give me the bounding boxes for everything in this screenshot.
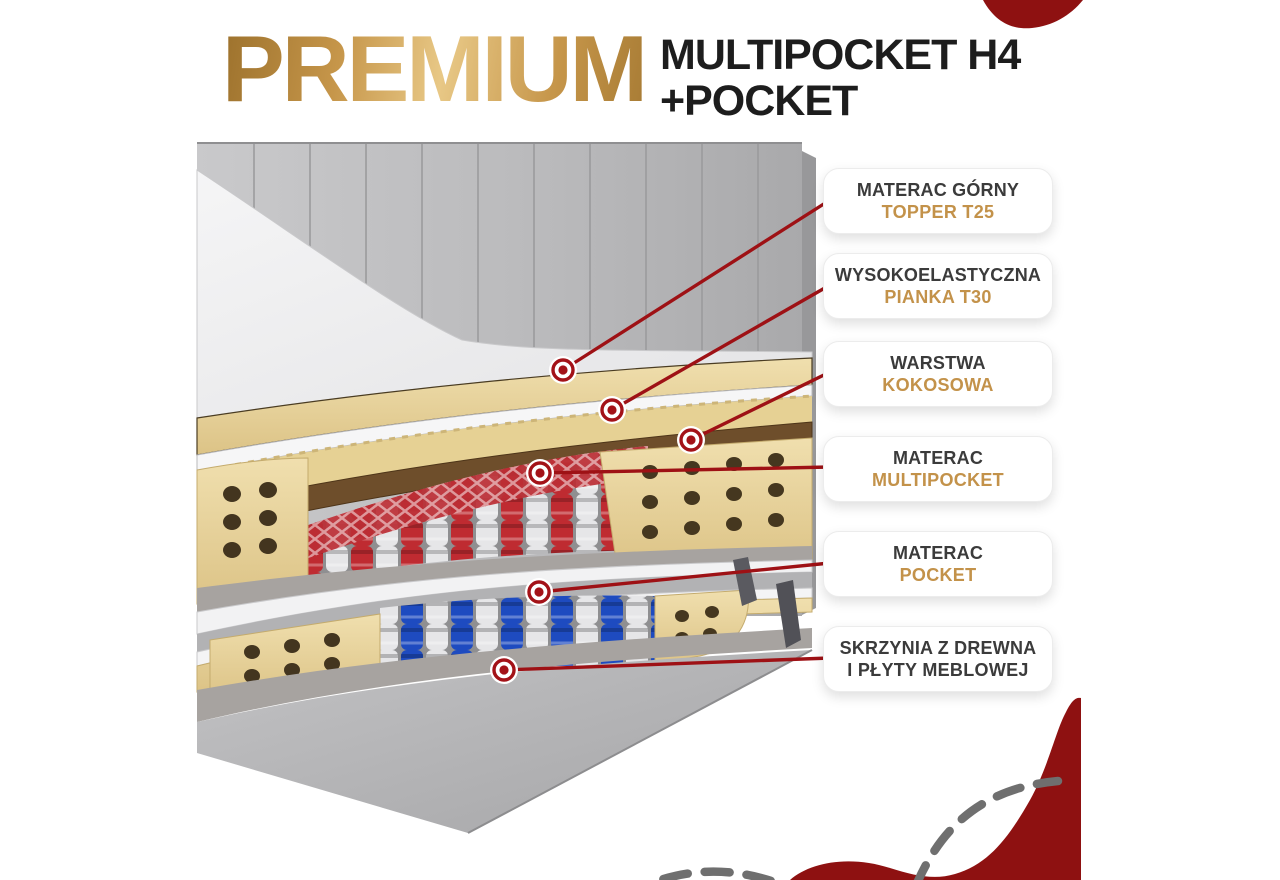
product-title-line1: MULTIPOCKET H4 bbox=[660, 31, 1021, 79]
marker-topper bbox=[549, 356, 577, 384]
callout-skrzynia bbox=[823, 626, 1053, 692]
marker-skrzynia bbox=[490, 656, 518, 684]
brand-title: PREMIUM bbox=[222, 16, 645, 121]
product-title-line2: +POCKET bbox=[660, 76, 858, 125]
callout-line2: TOPPER T25 bbox=[881, 201, 995, 222]
marker-kokos bbox=[677, 426, 705, 454]
callout-line2: PIANKA T30 bbox=[884, 286, 992, 307]
callout-multipocket bbox=[823, 436, 1053, 502]
callout-line1: MATERAC bbox=[892, 447, 984, 468]
callout-line2: KOKOSOWA bbox=[882, 374, 994, 395]
callout-line1: MATERAC bbox=[892, 542, 984, 563]
top-red-blob bbox=[983, 0, 1083, 28]
callout-kokos bbox=[823, 341, 1053, 407]
marker-multipocket bbox=[526, 459, 554, 487]
callout-line1: MATERAC GÓRNY bbox=[856, 179, 1020, 200]
callout-topper bbox=[823, 168, 1053, 234]
callout-line2: I PŁYTY MEBLOWEJ bbox=[847, 659, 1029, 680]
callout-line2: POCKET bbox=[899, 564, 977, 585]
marker-pianka bbox=[598, 396, 626, 424]
callout-line1: WYSOKOELASTYCZNA bbox=[834, 264, 1042, 285]
callout-line2: MULTIPOCKET bbox=[872, 469, 1004, 490]
bed bbox=[197, 143, 816, 833]
callout-line1: WARSTWA bbox=[890, 352, 986, 373]
callout-pocket bbox=[823, 531, 1053, 597]
marker-pocket bbox=[525, 578, 553, 606]
callout-pianka bbox=[823, 253, 1053, 319]
callout-line1: SKRZYNIA Z DREWNA bbox=[839, 637, 1037, 658]
